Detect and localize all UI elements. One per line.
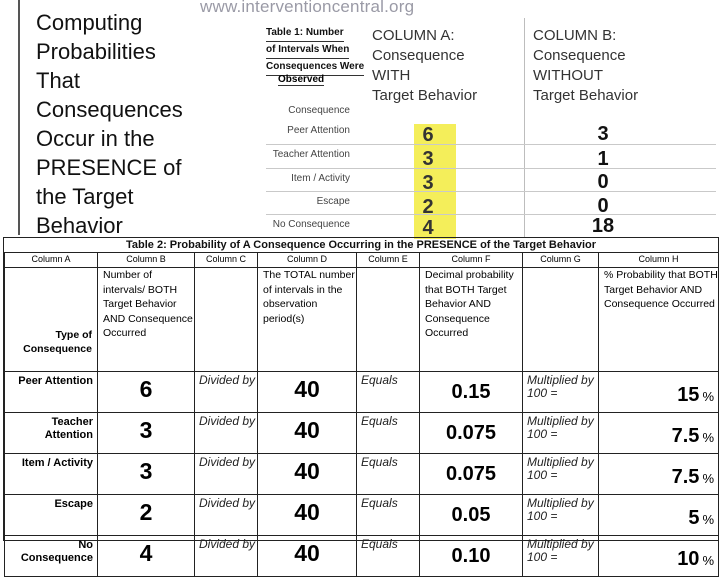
table-row	[5, 495, 719, 536]
percent-cell	[599, 372, 719, 413]
table-row	[5, 454, 719, 495]
equals-cell: Equals	[357, 372, 420, 413]
table-row	[5, 372, 719, 413]
total-cell: 40	[258, 536, 357, 577]
table1-heading-line: Consequences Were	[266, 59, 364, 76]
column-header: Column F	[420, 253, 523, 268]
table1-column-b-value: 0	[597, 195, 609, 217]
divided-by-cell: Divided by	[195, 413, 258, 454]
multiplied-cell: Multiplied by 100 =	[523, 495, 599, 536]
table1-column-b-value: 3	[597, 123, 609, 145]
table1-column-b-value: 1	[597, 148, 609, 170]
column-header: Column E	[357, 253, 420, 268]
table1-column-a-value: 4	[422, 217, 434, 239]
watermark-url: www.interventioncentral.org	[200, 0, 415, 16]
description-d: The TOTAL number of intervals in the observation period(s)	[258, 268, 357, 372]
equals-cell: Equals	[357, 454, 420, 495]
slide-title-line: Computing	[36, 10, 143, 35]
slide-title-line: Occur in the	[36, 126, 155, 151]
table1-row-label: Escape	[316, 196, 350, 207]
multiplied-cell: Multiplied by 100 =	[523, 454, 599, 495]
table1-column-a-value: 6	[422, 124, 434, 146]
table2	[3, 237, 719, 570]
decimal-cell: 0.075	[420, 454, 523, 495]
table1-column-b-value: 0	[597, 171, 609, 193]
table1-row-label: Peer Attention	[287, 125, 350, 136]
table2-column-header-row	[5, 253, 719, 268]
slide-title-line: the Target	[36, 184, 134, 209]
decimal-cell: 0.10	[420, 536, 523, 577]
decimal-cell: 0.15	[420, 372, 523, 413]
table1-heading-line: of Intervals When	[266, 42, 349, 59]
count-cell: 6	[98, 372, 195, 413]
table1-column-a-value: 3	[422, 148, 434, 170]
percent-sign: %	[702, 471, 714, 486]
column-a-line: Consequence	[372, 47, 465, 64]
percent-cell	[599, 454, 719, 495]
description-f: Decimal probability that BOTH Target Behavior AND Consequence Occurred	[420, 268, 523, 372]
percent-value: 10	[677, 548, 700, 570]
slide-title	[36, 8, 236, 240]
slide-title-line: PRESENCE of	[36, 155, 182, 180]
table-row	[5, 536, 719, 577]
decimal-cell: 0.05	[420, 495, 523, 536]
table1-row-label: No Consequence	[272, 219, 350, 230]
count-cell: 4	[98, 536, 195, 577]
total-cell: 40	[258, 372, 357, 413]
column-a-line: COLUMN A:	[372, 27, 455, 44]
table2-description-row	[5, 268, 719, 372]
column-a-line: Target Behavior	[372, 87, 478, 104]
description-g	[523, 268, 599, 372]
table1-row-label: Item / Activity	[291, 173, 350, 184]
row-label: Peer Attention	[5, 372, 98, 413]
description-a: Type of Consequence	[5, 268, 98, 372]
table1-column-a-value: 2	[422, 196, 434, 218]
description-c	[195, 268, 258, 372]
multiplied-cell: Multiplied by 100 =	[523, 536, 599, 577]
slide-title-line: Consequences	[36, 97, 183, 122]
total-cell: 40	[258, 413, 357, 454]
percent-sign: %	[702, 389, 714, 404]
column-header: Column A	[5, 253, 98, 268]
table1-column-b-header	[533, 26, 638, 106]
row-label: Escape	[5, 495, 98, 536]
table1-row-label: Teacher Attention	[272, 149, 350, 160]
column-b-line: Target Behavior	[533, 87, 639, 104]
description-h: % Probability that BOTH Target Behavior AND Consequence Occurred	[599, 268, 719, 372]
percent-sign: %	[702, 512, 714, 527]
decimal-cell: 0.075	[420, 413, 523, 454]
percent-cell	[599, 413, 719, 454]
count-cell: 3	[98, 413, 195, 454]
column-header: Column G	[523, 253, 599, 268]
equals-cell: Equals	[357, 495, 420, 536]
table1-rule	[266, 214, 716, 215]
column-header: Column B	[98, 253, 195, 268]
percent-value: 7.5	[671, 425, 700, 447]
row-label: Item / Activity	[5, 454, 98, 495]
table1-column-a-header	[372, 26, 477, 106]
divided-by-cell: Divided by	[195, 454, 258, 495]
multiplied-cell: Multiplied by 100 =	[523, 372, 599, 413]
percent-sign: %	[702, 553, 714, 568]
equals-cell: Equals	[357, 536, 420, 577]
column-b-line: Consequence	[533, 47, 626, 64]
divided-by-cell: Divided by	[195, 495, 258, 536]
multiplied-cell: Multiplied by 100 =	[523, 413, 599, 454]
table1-observed-label: Observed	[278, 74, 325, 85]
percent-cell	[599, 495, 719, 536]
row-label: No Consequence	[5, 536, 98, 577]
total-cell: 40	[258, 454, 357, 495]
description-e	[357, 268, 420, 372]
column-b-line: COLUMN B:	[533, 27, 617, 44]
slide-title-line: Probabilities	[36, 39, 156, 64]
divided-by-cell: Divided by	[195, 372, 258, 413]
slide-title-line: That	[36, 68, 81, 93]
percent-value: 5	[688, 507, 700, 529]
table1-column-a-value: 3	[422, 172, 434, 194]
equals-cell: Equals	[357, 413, 420, 454]
table1-rule	[266, 168, 716, 169]
table1-consequence-label: Consequence	[288, 105, 350, 116]
table2-grid	[4, 252, 719, 577]
percent-sign: %	[702, 430, 714, 445]
column-a-line: WITH	[372, 67, 411, 84]
description-b: Number of intervals/ BOTH Target Behavior AND Consequence Occurred	[98, 268, 195, 372]
column-b-line: WITHOUT	[533, 67, 603, 84]
count-cell: 2	[98, 495, 195, 536]
table1-column-divider	[524, 18, 525, 238]
percent-value: 7.5	[671, 466, 700, 488]
divided-by-cell: Divided by	[195, 536, 258, 577]
table1-heading	[266, 25, 364, 76]
table-row	[5, 413, 719, 454]
table1-heading-line: Table 1: Number	[266, 25, 344, 42]
column-header: Column D	[258, 253, 357, 268]
slide-title-line: Behavior	[36, 213, 123, 238]
percent-value: 15	[677, 384, 700, 406]
total-cell: 40	[258, 495, 357, 536]
row-label: Teacher Attention	[5, 413, 98, 454]
table1-rule	[266, 144, 716, 145]
table1-column-b-value: 18	[591, 215, 615, 237]
table2-title: Table 2: Probability of A Consequence Occurring in the PRESENCE of the Target Behavior	[125, 239, 597, 251]
percent-cell	[599, 536, 719, 577]
table1-rule	[266, 191, 716, 192]
count-cell: 3	[98, 454, 195, 495]
column-header: Column C	[195, 253, 258, 268]
column-header: Column H	[599, 253, 719, 268]
